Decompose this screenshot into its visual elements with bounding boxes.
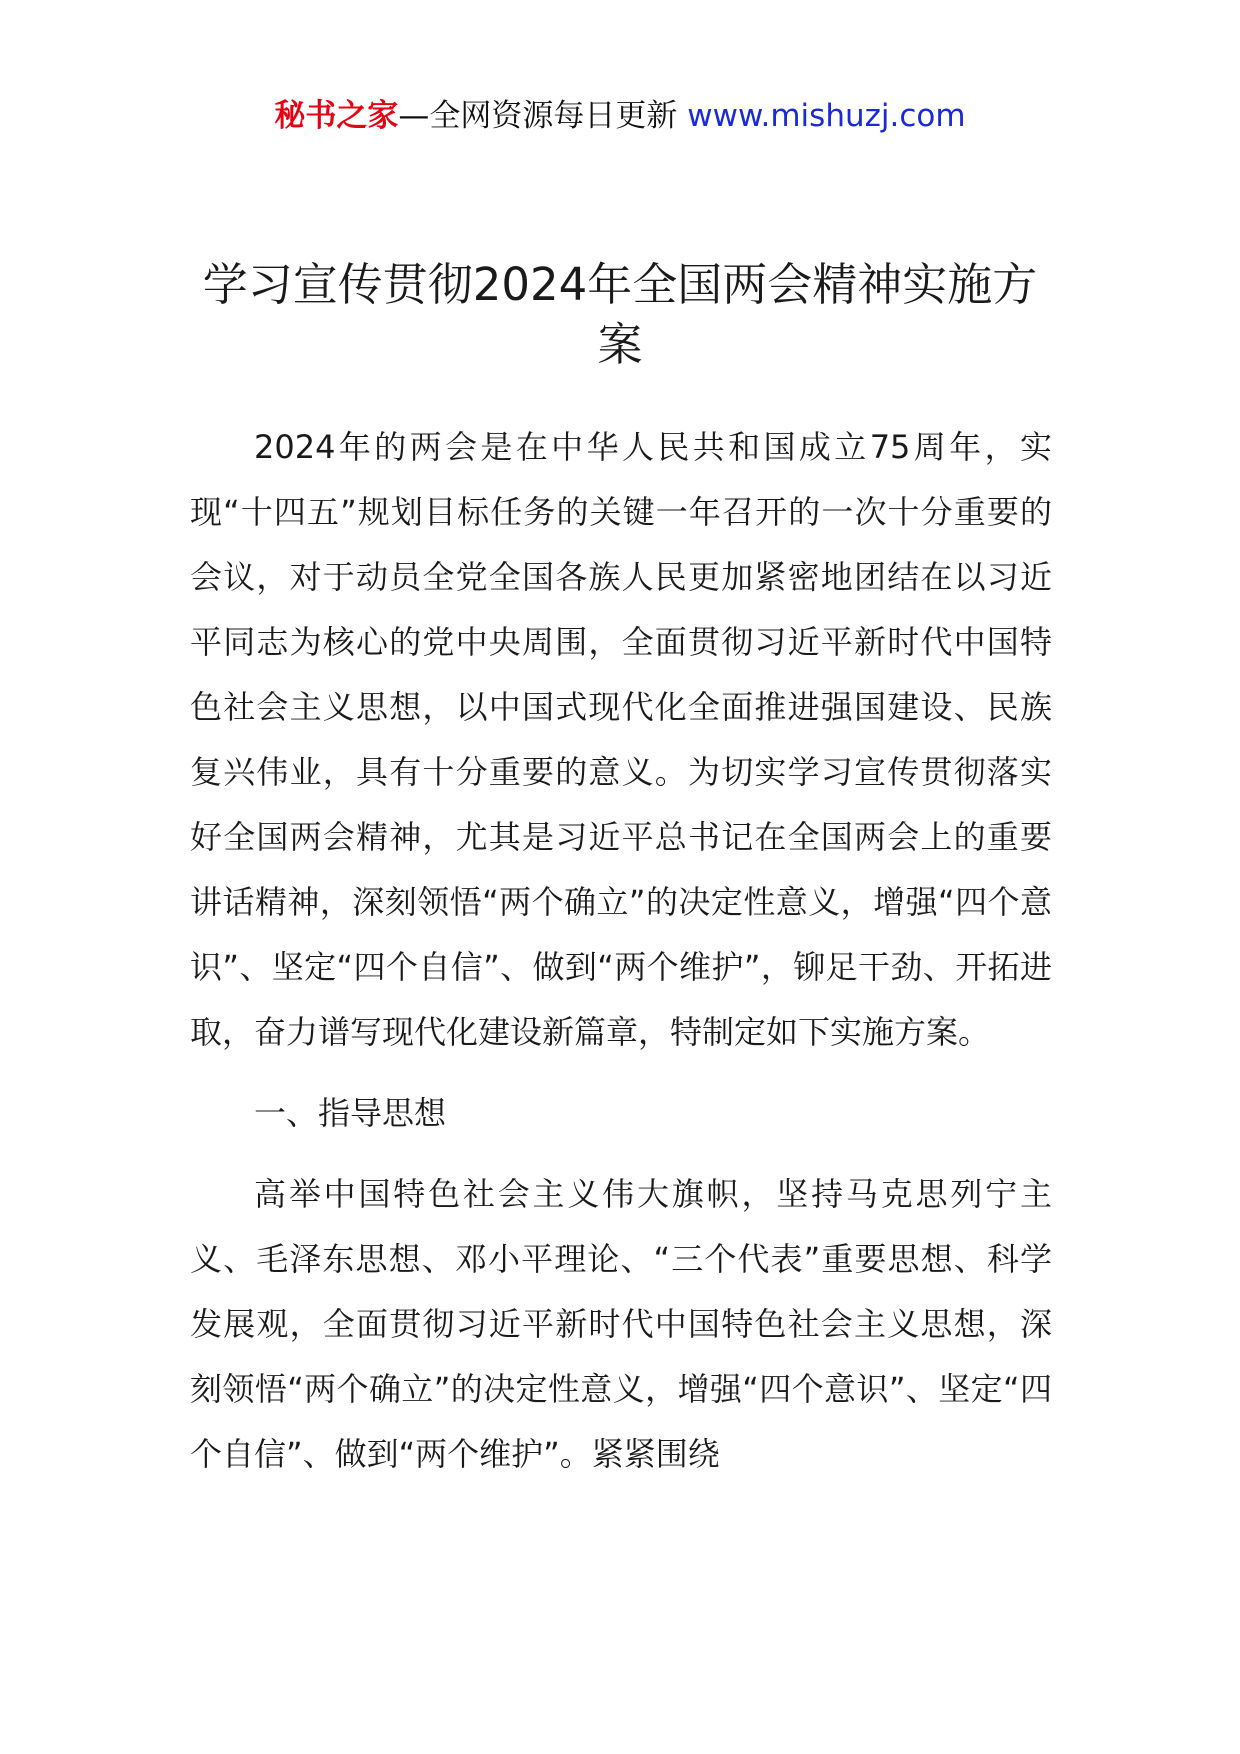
site-url-link[interactable]: www.mishuzj.com (687, 98, 966, 134)
site-header (0, 96, 1240, 136)
body-paragraph: 高举中国特色社会主义伟大旗帜，坚持马克思列宁主义、毛泽东思想、邓小平理论、“三个代表”重要思想、科学发展观，全面贯彻习近平新时代中国特色社会主义思想，深刻领悟“两个确立”的决定性意义，增强“四个意识”、坚定“四个自信”、做到“两个维护”。紧紧围绕 (190, 1175, 1052, 1473)
section-heading: 一、指导思想 (254, 1094, 447, 1132)
brand-name: 秘书之家 (274, 98, 399, 134)
intro-paragraph: 2024年的两会是在中华人民共和国成立75周年，实现“十四五”规划目标任务的关键一年召开的一次十分重要的会议，对于动员全党全国各族人民更加紧密地团结在以习近平同志为核心的党中央周围，全面贯彻习近平新时代中国特色社会主义思想，以中国式现代化全面推进强国建设、民族复兴伟业，具有十分重要的意义。为切实学习宣传贯彻落实好全国两会精神，尤其是习近平总书记在全国两会上的重要讲话精神，深刻领悟“两个确立”的决定性意义，增强“四个意识”、坚定“四个自信”、做到“两个维护”，铆足干劲、开拓进取，奋力谱写现代化建设新篇章，特制定如下实施方案。 (190, 428, 1052, 1051)
document-body (190, 415, 1052, 1487)
document-title: 学习宣传贯彻2024年全国两会精神实施方案 (202, 258, 1038, 371)
site-tagline: —全网资源每日更新 (398, 98, 678, 134)
